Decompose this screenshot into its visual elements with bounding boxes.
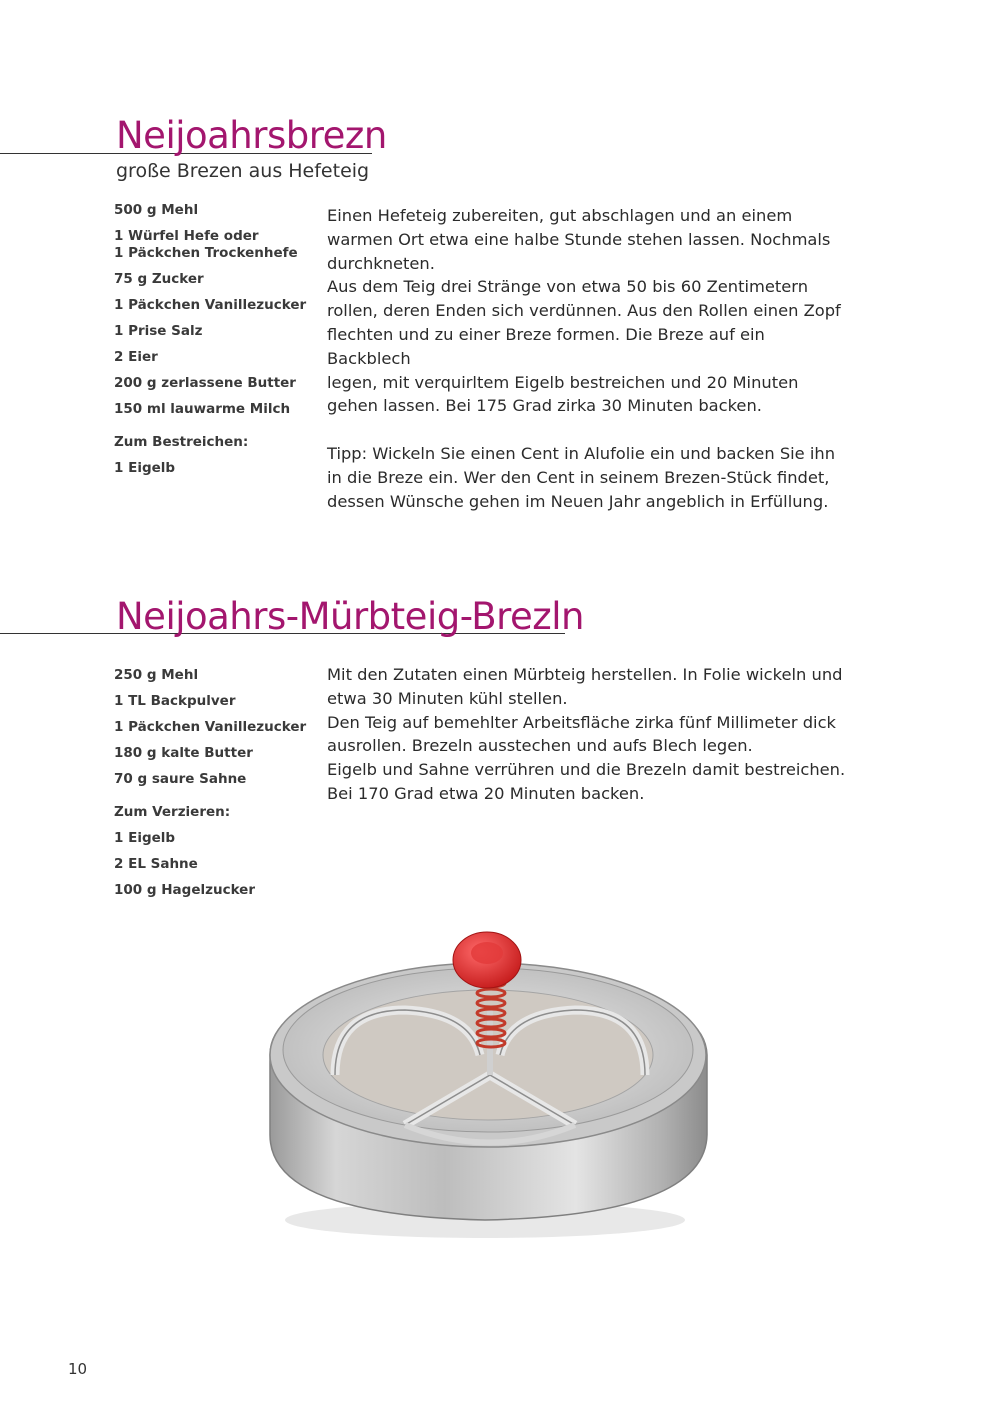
recipe-title-1: Neijoahrsbrezn xyxy=(116,114,387,157)
ingredient-list-1 xyxy=(114,202,314,486)
method-line: legen, mit verquirltem Eigelb bestreichen und 20 Minuten xyxy=(327,372,799,392)
ingredient-line: 1 Würfel Hefe oder xyxy=(114,228,259,244)
ingredient: 250 g Mehl xyxy=(114,667,199,683)
method-line: gehen lassen. Bei 175 Grad zirka 30 Minuten backen. xyxy=(327,396,762,416)
ingredient: 70 g saure Sahne xyxy=(114,771,247,787)
ingredient: 75 g Zucker xyxy=(114,271,204,287)
ingredient xyxy=(114,228,314,262)
method-line: Bei 170 Grad etwa 20 Minuten backen. xyxy=(327,783,645,803)
page-number: 10 xyxy=(68,1360,88,1378)
pretzel-cutter-photo xyxy=(255,915,725,1245)
method-line: Mit den Zutaten einen Mürbteig herstellen. In Folie wickeln und xyxy=(327,665,843,684)
ingredient: 1 Päckchen Vanillezucker xyxy=(114,297,307,313)
ingredient: 2 Eier xyxy=(114,349,158,365)
recipe-title-2: Neijoahrs-Mürbteig-Brezln xyxy=(116,595,584,638)
ingredient: 200 g zerlassene Butter xyxy=(114,375,296,391)
method-line: etwa 30 Minuten kühl stellen. xyxy=(327,688,568,708)
ingredient: 1 Prise Salz xyxy=(114,323,203,339)
tip-line: dessen Wünsche gehen im Neuen Jahr angeblich in Erfüllung. xyxy=(327,491,829,511)
ingredient-subheading: Zum Verzieren: xyxy=(114,804,231,820)
method-line: Eigelb und Sahne verrühren und die Brezeln damit bestreichen. xyxy=(327,760,846,780)
ingredient: 1 TL Backpulver xyxy=(114,693,236,709)
method-line: Aus dem Teig drei Stränge von etwa 50 bis 60 Zentimetern xyxy=(327,277,809,297)
tip-line: Tipp: Wickeln Sie einen Cent in Alufolie ein und backen Sie ihn xyxy=(327,443,836,463)
ingredient: 150 ml lauwarme Milch xyxy=(114,401,291,417)
method-line: Einen Hefeteig zubereiten, gut abschlagen und an einem xyxy=(327,206,793,225)
ingredient: 180 g kalte Butter xyxy=(114,745,253,761)
ingredient: 500 g Mehl xyxy=(114,202,199,218)
ingredient: 1 Päckchen Vanillezucker xyxy=(114,719,307,735)
tip-line: in die Breze ein. Wer den Cent in seinem Brezen-Stück findet, xyxy=(327,467,830,487)
paragraph-gap xyxy=(327,418,847,442)
ingredient: 1 Eigelb xyxy=(114,460,176,476)
method-line: flechten und zu einer Breze formen. Die Breze auf ein Backblech xyxy=(327,324,765,368)
ingredient-line: 1 Päckchen Trockenhefe xyxy=(114,245,298,261)
ingredient: 1 Eigelb xyxy=(114,830,176,846)
method-line: Den Teig auf bemehlter Arbeitsfläche zirka fünf Millimeter dick xyxy=(327,712,836,732)
method-line: durchkneten. xyxy=(327,253,435,273)
ingredient: 100 g Hagelzucker xyxy=(114,882,255,898)
method-text-1 xyxy=(327,204,847,513)
method-line: rollen, deren Enden sich verdünnen. Aus den Rollen einen Zopf xyxy=(327,301,841,321)
method-line: ausrollen. Brezeln ausstechen und aufs Blech legen. xyxy=(327,736,753,756)
ingredient-subheading: Zum Bestreichen: xyxy=(114,434,249,450)
method-text-2 xyxy=(327,663,847,806)
method-line: warmen Ort etwa eine halbe Stunde stehen lassen. Nochmals xyxy=(327,229,831,249)
ingredient: 2 EL Sahne xyxy=(114,856,198,872)
ingredient-list-2 xyxy=(114,667,314,908)
recipe-subtitle-1: große Brezen aus Hefeteig xyxy=(116,160,370,182)
